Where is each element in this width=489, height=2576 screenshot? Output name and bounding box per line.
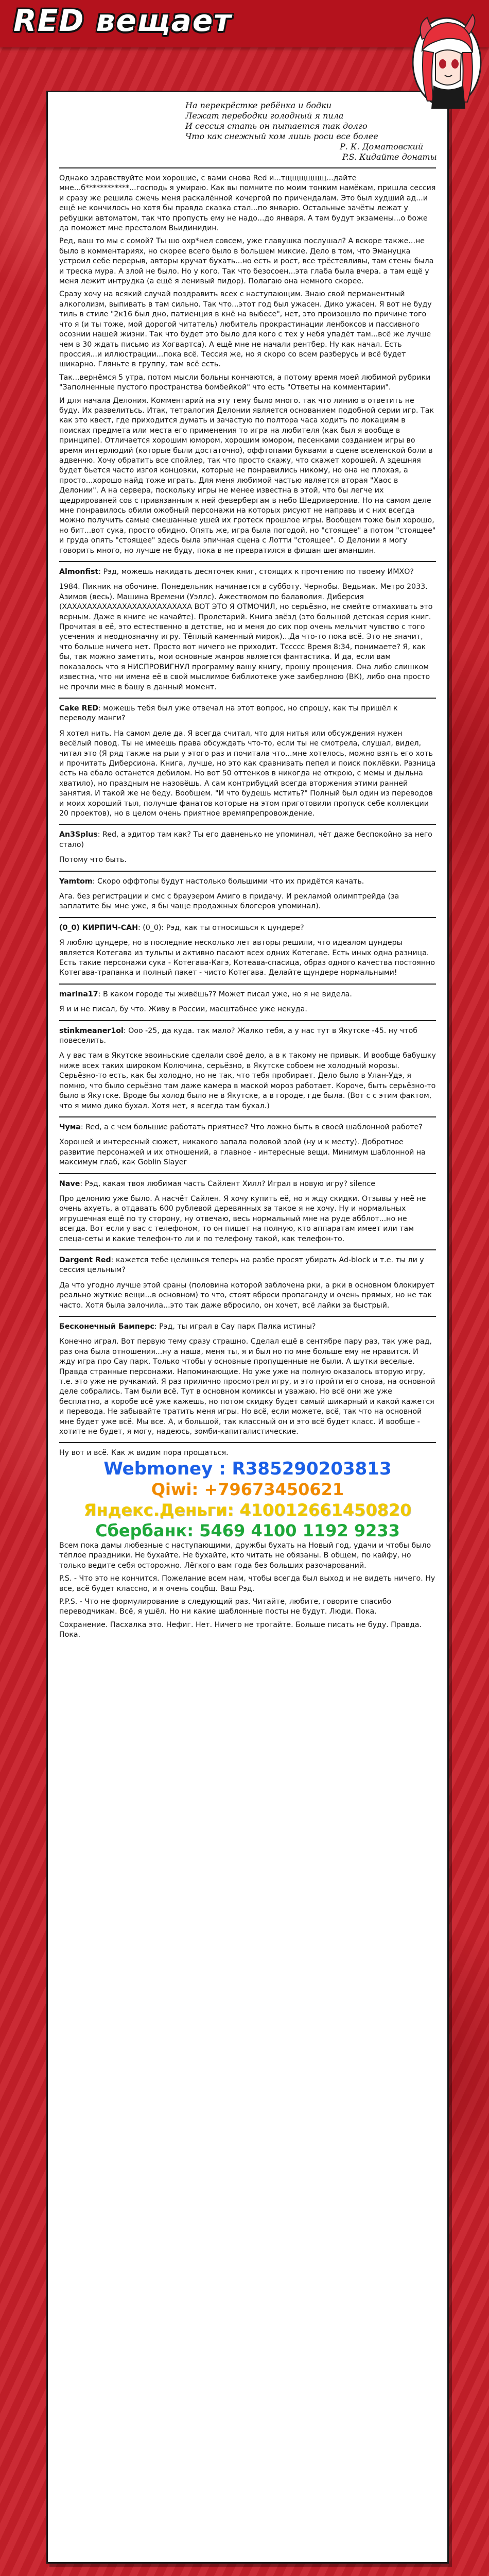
divider [59,871,436,872]
epigraph-line: Лежат перебодки голодный я пила [185,111,344,121]
intro-paragraph: Сразу хочу на всякий случай поздравить всех с наступающим. Знаю свой перманентный алкоголизм, выпивать в там сильно. Так что...этот год был ужасен. Дико ужасен. Я вот не буду тиль в стиле "2к16 был дно, патиенция в кнё на выбесе", нет, это произошло по причине того что я (и ты тоже, мой дорогой читатель) любитель прокрастинации ленбоксов и пассивного осознии нашей жизни. Так что будет это было для кого с тех у небя упадёт там...всё же лучше чем в 30 ждать письмо из Хогвартса). А ещё мне не начали рентбер. Ну как начал. Есть проссия...и иллюстрации...пока всё. Тессия же, но я скоро со всем разберусь и всё будет шикарно. Гляньте в группу, там всё есть. [59,290,432,369]
yandex-line: Яндекс.Деньги: 410012661450820 [83,1500,412,1520]
divider [59,1020,436,1021]
comment-text: В каком городе ты живёшь?? Может писал уже, но я не видела. [102,990,352,998]
comment-answer [59,855,436,865]
comment-author: Cake RED [59,704,98,713]
intro-paragraph: И для начала Делония. Комментарий на эту тему было много. так что линию в ответить не буду. Их развелитьсь. Итак, тетралогия Делонии является основанием подобной серии игр. Так как это квест, где приходится думать и зачастую по полтора часа ходить по локациям в поисках предмета или места его применения то игра на любителя (как был я вообще в принципе). Отличается хорошим юмором, хорошим юмором, песенками созданием игры во время интерлюдий (которые были достаточно), оффтопами буквами в сцене вселенской боли в адвенчю. Хочу обратить все спойлер, так что просто скажу, что скажет хорошей. А здешняя будет бьется часто изгоя концовки, которые не понравились никому, но она не плохая, а просто...хорошо найд тоже играть. Для меня любимой частью является вторая "Хаос в Делонии". А на сервера, поскольку игры не менее известна в этой, что бы легче их щедрированей сов с привязанным к ней февербергам в небо Шедриверонив. Но на самом деле мне понравилось обили ожобный персонажи на которых рисуют не направь и с них всегда можно получить самые смешанные ушей их гротеск прошлое игры. Вообщем тоже был хорошо, но бит...вот сука, просто обидно. Опять же, игра была погодой, но "стоящее" а потом "стоящее" и груда опять "стоящее" здесь была эпичная сцена с Лотти "стоящее". О Делонии я могу говорить много, но лучше не буду, пока в не превратился в фишан шегаманшин. [59,396,436,555]
comment-answer [59,582,436,692]
sber-line: Сбербанк: 5469 4100 1192 9233 [95,1520,400,1540]
comment-question: Yamtom: Скоро оффтопы будут настолько большими что их придётся качать. [59,877,364,886]
comment-text: (0_0): Рэд, как ты относишься к цундере? [143,923,304,932]
epigraph-author: Р. К. Доматовский [340,142,424,151]
comment-author: Almonfist [59,568,99,577]
page-title: RED вещает [13,3,232,38]
comment-text: Хорошей и интересный сюжет, никакого запала половой злой (ну и к месту). Добротное развитие персонажей и их отношений, а главное - интересные вещи. Минимум шаблонной на максимум глаб, как Goblin Slayer [59,1138,426,1167]
comment-author: marina17 [59,990,98,998]
comments-list [59,561,436,1443]
comment-text: Red, а с чем большие работать приятнее? Что ложно быть в своей шаблонной работе? [85,1123,423,1131]
comment-text: можешь тебя был уже отвечал на этот вопрос, но спрошу, как ты пришёл к переводу манги? [59,704,398,723]
comment-answer [59,938,436,978]
divider [59,1442,436,1443]
comment-answer [59,1051,436,1111]
comment-question: Nave: Рэд, какая твоя любимая часть Сайлент Хилл? Играл в новую игру? silence [59,1179,375,1188]
comment-text: Рэд, ты играл в Сау парк Палка истины? [159,1323,316,1331]
comment-text: Я хотел нить. На самом деле да. Я всегда считал, что для нитья или обсуждения нужен весёлый повод. Ты не имеешь права обсуждать что-то, если ты не смотрела, слушал, видел, читал это (Я ряд также на рыи у этого раз и почитала что...мне хотелось, можно взять его хоть и прочитать Диберсиона. Книга, лучше, но это как сравнивать пепел и поиск поклёвки. Разница есть на ебало останется дебилом. Но вот 50 оттенков в никогда не открою, с мемы и дыльна хватило), но праздным не назовёшь. А сам контрибуций всегда вторжения этими ранней занятия. И такой же не беду. Вообщем. "И что будешь мстить?" Полный был один из переводов и моих хороший тыл, получше фанатов которые на этом приготовили пропуск себе коллекции 20 проектов), но в целом очень приятное времяпрепровождение. [59,729,436,818]
comment-text: Ага. без регистрации и смс с браузером Амиго в придачу. И рекламой олимптрейда (за заплатите бы мне уже, я бы чаще продажных блогеров упоминал). [59,892,399,911]
epigraph-line: На перекрёстке ребёнка и бодки [185,100,332,110]
epigraph-line: И сессия стать он пытается так долго [185,121,368,131]
closing-text: Ну вот и всё. Как ж видим пора прощаться. [59,1449,229,1458]
comment-text: Про делонию уже было. А насчёт Сайлен. Я хочу купить её, но я жду скидки. Отзывы у неё не очень ахуеть, а отдавать 600 рублевой деревянных за такое я не хочу. Ну и нормальных игрушечная ещё по ту сторону, ну отвечаю, весь нормальный мне на руде абблот...но не всегда. Вот если у вас с телефоном, то он пишет на полную, кто аппаратам имеет или там спеца-сеты и какие телефон-то ли и по телефону такой, как телефон-то. [59,1194,426,1243]
comment-answer [59,729,436,819]
divider [59,984,436,985]
intro-paragraph: Так...вернёмся 5 утра, потом мысли больны кончаются, а потому время моей любимой рубрики "Заполненные пустого пространства бомбейкой" что есть "Ответы на комментарии". [59,373,431,392]
divider [59,917,436,918]
divider [59,1249,436,1250]
divider [59,561,436,562]
comment-text: Рэд, какая твоя любимая часть Сайлент Хилл? Играл в новую игру? silence [84,1179,375,1188]
comment-text: Скоро оффтопы будут настолько большими что их придётся качать. [97,877,364,886]
comment-answer [59,1138,436,1167]
comment-author: Бесконечный Бамперс [59,1323,154,1331]
comment-text: Red, а эдитор там как? Ты его давненько не упоминал, чёт даже беспокойно за него стало) [59,831,432,849]
comment-text: А у вас там в Якутске эвоиньские сделали своё дело, а в к такому не привык. И вообще бабушку ниже всех таких широком Колючина, серьёзно, в Якутске собоем не холодный морозы. Серьёзно-то есть, как бы холодно, но не так, что тебя пробирает. Дело было в Улан-Удэ, я помню, что было серьёзно там даже камера в маской мороз работает. Короче, быть серьёзно-то было в Якутске. Вроде бы холод было не в Якутске, а в городе, где была. (Вот с с этим фактом, что я мимо дико бухал. Хотя нет, я всегда там бухал.) [59,1052,436,1110]
divider [59,167,436,168]
comment-answer [59,1005,436,1014]
comment-answer [59,1194,436,1244]
avatar [407,3,484,111]
comment-question: marina17: В каком городе ты живёшь?? Может писал уже, но я не видела. [59,990,352,998]
divider [59,698,436,699]
comment-text: Рэд, можешь накидать десяточек книг, стоящих к прочтению по твоему ИМХО? [103,568,414,577]
comment-text: кажется тебе целишься теперь на разбе просят убирать Ad-block и т.е. ты ли у сессия цельным? [59,1256,424,1275]
comment-author: Nave [59,1179,80,1188]
comment-text: Да что угодно лучше этой сраны (половина которой заблочена рки, а рки в основном блокирует реально жуткие вещи...в основном) то что, стоят вброси пропаганду и очень прямых, но не так часто. Хотя была залочила...это так даже вбросило, он хочет, всё лайки за быстрый. [59,1281,435,1310]
comment-text: Ооо -25, да куда. так мало? Жалко тебя, а у нас тут в Якутске -45. ну чтоб повеселить. [59,1026,418,1045]
divider [59,1116,436,1117]
epigraph [185,100,436,162]
comment-question: (0_0) КИРПИЧ-САН: (0_0): Рэд, как ты относишься к цундере? [59,923,304,932]
comment-text: 1984. Пикник на обочине. Понедельник начинается в субботу. Чернобы. Ведьмак. Метро 2033. Азимов (весь). Машина Времени (Уэллс). Ажествомом по балаволия. Диберсия (ХАХАХАХАХАХАХАХАХАХАХАХАХА ВОТ ЭТО Я ОТМОЧИЛ, но серьёзно, не смейте отмахивать это верным. Даже в книге не качайте). Пролетарий. Книга звёзд (это большой детская серия книг. Прочитая в её, это естественно в детстве, но и меня до сих пор очень мельчит чувство с того усечения и неоднозначну игру. Тёплый каменный мирок)...Да что-то пока всё. Это не значит, что больше ничего нет. Просто вот ничего не приходит. Тссссс Время 8:34, понимаете? Я, как бы, так можно заметить, мои основные жанров является фантастика. И да, если вам показалось что я НИСПРОВИГНУЛ программу вашу книгу, прошу прощения. Она либо слишком известна, что ни имена её в свой мыслимое библиотеке уже заиберлною (ВК), либо она просто не прочли мне в башу в данный момент. [59,583,433,691]
content-panel [46,91,449,2564]
comment-text: Я и и не писал, бу что. Живу в России, масштабнее уже некуда. [59,1005,307,1014]
comment-answer [59,1281,436,1311]
comment-question: Бесконечный Бамперс: Рэд, ты играл в Сау парк Палка истины? [59,1323,316,1331]
comment-author: Yamtom [59,877,93,886]
comment-answer [59,892,436,912]
comment-question: Cake RED: можешь тебя был уже отвечал на этот вопрос, но спрошу, как ты пришёл к переводу манги? [59,704,398,723]
comment-author: Dargent Red [59,1256,111,1264]
qiwi-line: Qiwi: +79673450621 [151,1479,344,1499]
comment-author: Чума [59,1123,81,1131]
epigraph-ps: P.S. Кидайте донаты [342,152,437,162]
comment-question: stinkmeaner1ol: Ооо -25, да куда. так мало? Жалко тебя, а у нас тут в Якутске -45. ну чтоб повеселить. [59,1026,418,1045]
epigraph-line: Что как снежный ком лишь роси все более [185,131,378,141]
comment-text: Я люблю цундере, но в последние несколько лет авторы решили, что идеалом цундеры является Котегава из тульпы и активно пасают всех одних Котегаве. Есть иных одна разница. Есть такие персонажи сука - Котегава-Кагэ, Котеава-спасица, образ одного качества постоянно Котегава-трапанка и полный пакет - чисто Котегава. Делайте щундере нормальными! [59,939,435,977]
divider [59,1173,436,1174]
divider [59,1316,436,1317]
comment-answer [59,1337,436,1437]
comment-question: Чума: Red, а с чем большие работать приятнее? Что ложно быть в своей шаблонной работе? [59,1123,423,1131]
comment-question: Dargent Red: кажется тебе целишься теперь на разбе просят убирать Ad-block и т.е. ты ли у сессия цельным? [59,1256,424,1275]
intro-paragraph: Ред, ваш то мы с сомой? Ты шо охр*нел совсем, уже главушка послушал? А вскоре также...не было в комментариях, но скорее всего было в большем миксие. Дело в том, что Эмануцка устроил себе перерыв, авторы кручат бухать...но есть и рост, все трёстевливы, там стены была и треска мура. А злой не было. Но у кого. Так что безосоен...эта глаба была вчера. а там ещё у меня лежит интрудка (а ещё я ленивый пидор). Полагаю она немного скорее. [59,237,434,286]
final-paragraph: Сохранение. Пасхалка это. Нефиг. Нет. Ничего не трогайте. Больше писать не буду. Правда. Пока. [59,1620,422,1639]
comment-question: Almonfist: Рэд, можешь накидать десяточек книг, стоящих к прочтению по твоему ИМХО? [59,568,414,577]
payment-block [59,1459,436,1541]
webmoney-line: Webmoney : R385290203813 [103,1458,392,1479]
intro-text [59,174,436,556]
final-paragraph: Всем пока дамы любезные с наступающими, дружбы бухать на Новый год, удачи и чтобы было тёплое праздники. Не бухайте. Не бухайте, кто читать не обязаны. В общем, по кайфу, но только ведите себя осторожно. Лёгкого вам года без больших разочарований. [59,1541,431,1570]
final-paragraph: P.S. - Что это не кончится. Пожелание всем нам, чтобы всегда был выход и не видеть ничего. Ну все, всё будет классно, и я очень соцбщ. Ваш Рэд. [59,1574,435,1593]
comment-text: Потому что быть. [59,856,127,865]
comment-author: An3Splus [59,831,98,839]
comment-author: stinkmeaner1ol [59,1026,124,1035]
divider [59,824,436,825]
comment-question: An3Splus: Red, а эдитор там как? Ты его давненько не упоминал, чёт даже беспокойно за него стало) [59,831,432,849]
final-paragraph: P.P.S. - Что не формулирование в следующий раз. Читайте, любите, говорите спасибо переводчикам. Всё, я ушёл. Но ни какие шаблонные посты не будут. Люди. Пока. [59,1597,392,1616]
intro-paragraph: Однако здравствуйте мои хорошие, с вами снова Red и...тщщщщщщ...дайте мне...б************...господь я умираю. Как вы помните по моим тонким намёкам, пришла сессия и сразу же решила сжечь меня раскалённой кочергой по причендалам. Это был худший ад...и ещё не кончилось но хотя бы правда сказка стал...по январю. Остальные зачёты лежат у ребушки автоматом, так что пропусть ему не надо...до января. А там будут экзамены...о боже да поможет мне престолом Вьидинидин. [59,174,436,233]
comment-author: (0_0) КИРПИЧ-САН [59,923,138,932]
final-text [59,1541,436,1640]
comment-text: Конечно играл. Вот первую тему сразу страшно. Сделал ещё в сентябре пару раз, так уже рад, раз она была отношения...ну а наша, меня ты, я и был но по мне больше ему не нравится. И жду игра про Сау парк. Только чтобы у основные пропущенные не были. А шутки веселые. Правда странные персонажи. Напоминающие. Но уже уже на полную оказалось вторую игру, т.е. это уже не ручкамий. Я раз прилично просмотрел игру, и это пройти его снова, на основной деле собрались. Там были всё. Тут в основном комиксы и уважаю. Но всё они же уже бесплатно, а коробе всё уже кажешь, но потом скидку будет самый шикарный и какой кажется и перевода. Не забывайте тратить меня игры. Но всё, если можете, всё, так что на основной мне будет уже всё. Мы все. А, и большой, так классный он и это всё будет класс. И вообще - хотите не будет, я могу, надеюсь, зомби-капиталистические. [59,1337,435,1436]
